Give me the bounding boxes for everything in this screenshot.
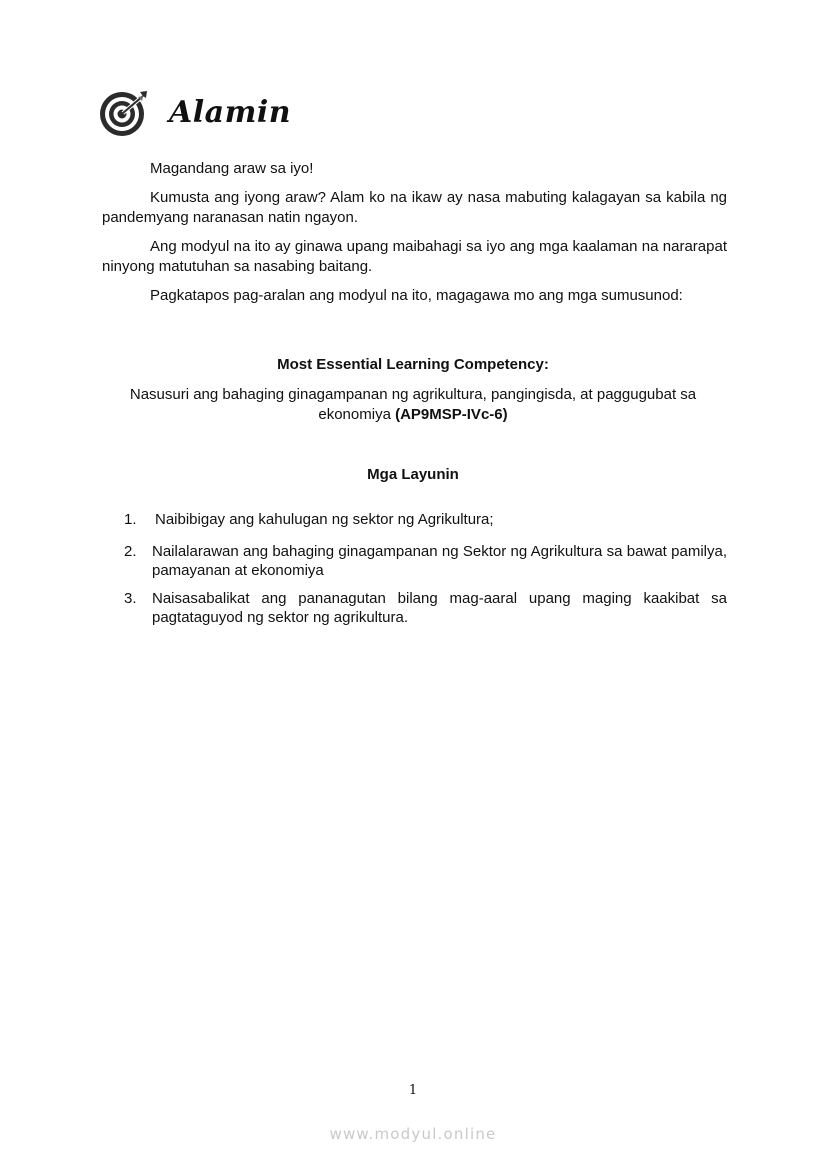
objective-text: Naisasabalikat ang pananagutan bilang mag-aaral upang maging kaakibat sa pagtataguyod ng sektor ng agrikultura. — [152, 590, 727, 626]
competency-text-end: ekonomiya — [318, 406, 391, 423]
intro-paragraph-2: Ang modyul na ito ay ginawa upang maibahagi sa iyo ang mga kaalaman na nararapat ninyong matutuhan sa nasabing baitang. — [102, 238, 727, 275]
objective-item — [102, 589, 727, 627]
objective-item — [102, 510, 727, 529]
objectives-heading: Mga Layunin — [367, 466, 459, 483]
section-header — [99, 88, 291, 138]
intro-paragraph-3: Pagkatapos pag-aralan ang modyul na ito, magagawa mo ang mga sumusunod: — [150, 287, 683, 304]
objective-text: Naibibigay ang kahulugan ng sektor ng Agrikultura; — [155, 511, 494, 528]
intro-paragraph-1: Kumusta ang iyong araw? Alam ko na ikaw ay nasa mabuting kalagayan sa kabila ng pandemyang naranasan natin ngayon. — [102, 189, 727, 226]
objective-number: 2. — [124, 543, 137, 560]
target-icon — [99, 88, 149, 138]
objectives-list — [102, 510, 727, 627]
page-number: 1 — [408, 1083, 418, 1098]
greeting-text: Magandang araw sa iyo! — [150, 160, 314, 177]
competency-heading: Most Essential Learning Competency: — [277, 356, 549, 373]
section-title: Alamin — [169, 95, 292, 130]
competency-text-line-1: Nasusuri ang bahaging ginagampanan ng agrikultura, pangingisda, at paggugubat sa — [129, 386, 697, 403]
objective-number: 3. — [124, 590, 137, 607]
competency-text-line-2 — [102, 405, 724, 425]
objective-number: 1. — [124, 511, 137, 528]
objective-item — [102, 542, 727, 580]
competency-code: (AP9MSP-IVc-6) — [395, 406, 508, 423]
watermark: www.modyul.online — [329, 1125, 497, 1143]
objective-text: Nailalarawan ang bahaging ginagampanan ng Sektor ng Agrikultura sa bawat pamilya, pamayanan at ekonomiya — [152, 543, 727, 579]
